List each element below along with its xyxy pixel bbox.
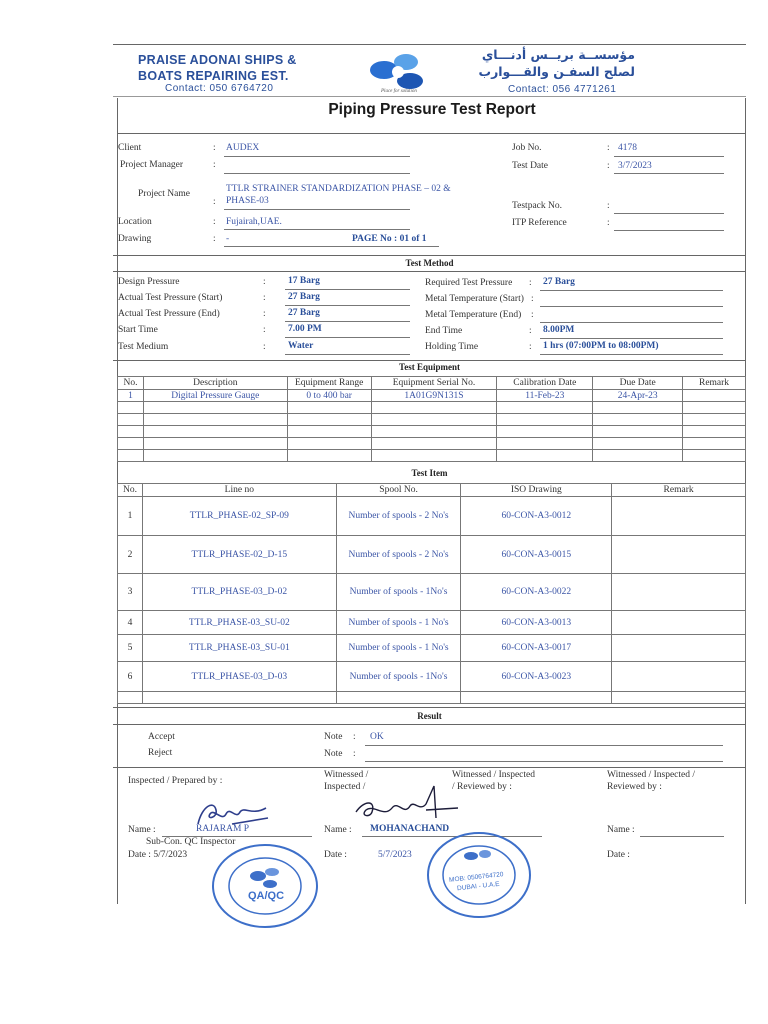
item-cell: Number of spools - 2 No's [336, 536, 461, 574]
reject-note-label: Note [324, 749, 343, 759]
item-cell: Number of spools - 2 No's [336, 497, 461, 536]
actual-start-label: Actual Test Pressure (Start) [118, 293, 223, 303]
table-row [118, 450, 746, 462]
job-no-value: 4178 [618, 143, 637, 153]
item-cell: 6 [118, 662, 143, 692]
table-row [118, 497, 746, 536]
item-cell: TTLR_PHASE-03_D-03 [142, 662, 336, 692]
equipment-cell: 0 to 400 bar [287, 390, 371, 402]
item-col-remark: Remark [612, 484, 746, 497]
table-row [118, 662, 746, 692]
actual-end-label: Actual Test Pressure (End) [118, 309, 220, 319]
test-equipment-heading: Test Equipment [399, 362, 460, 372]
location-value: Fujairah,UAE. [226, 217, 282, 227]
start-time-label: Start Time [118, 325, 158, 335]
required-pressure-label: Required Test Pressure [425, 278, 513, 288]
item-col-line: Line no [142, 484, 336, 497]
equipment-cell: 24-Apr-23 [593, 390, 683, 402]
equipment-col-description: Description [143, 377, 287, 390]
table-row [118, 402, 746, 414]
header-bottom-rule [113, 96, 746, 97]
witness-date-label: Date : [324, 850, 347, 860]
item-cell [612, 635, 746, 662]
table-row [118, 390, 746, 402]
reviewer-name-label: Name : [607, 825, 635, 835]
item-cell: 3 [118, 574, 143, 611]
test-item-table [117, 483, 746, 704]
item-cell: 4 [118, 611, 143, 635]
equipment-col-remark: Remark [683, 377, 746, 390]
reviewed-title-line2: / Reviewed by : [452, 782, 512, 792]
item-cell [612, 574, 746, 611]
item-cell: TTLR_PHASE-03_SU-01 [142, 635, 336, 662]
equipment-col-no: No. [118, 377, 144, 390]
witnessed-title-line2: Inspected / [324, 782, 366, 792]
job-no-label: Job No. [512, 143, 542, 153]
page-number: PAGE No : 01 of 1 [352, 234, 427, 244]
test-method-heading: Test Method [405, 258, 454, 268]
witness-name-value: MOHANACHAND [370, 824, 450, 834]
item-cell: 60-CON-A3-0023 [461, 662, 612, 692]
testpack-label: Testpack No. [512, 201, 562, 211]
equipment-col-range: Equipment Range [287, 377, 371, 390]
table-row [118, 414, 746, 426]
accept-note-value: OK [370, 732, 384, 742]
metal-temp-end-label: Metal Temperature (End) [425, 310, 522, 320]
propeller-logo-icon [362, 48, 434, 94]
equipment-cell: 11-Feb-23 [497, 390, 593, 402]
item-cell [612, 611, 746, 635]
inspector-role: Sub-Con. QC Inspector [146, 837, 236, 847]
table-row [118, 574, 746, 611]
witness-signature-icon [350, 782, 460, 826]
table-row [118, 692, 746, 704]
item-cell: Number of spools - 1 No's [336, 611, 461, 635]
company-name-en [138, 52, 297, 84]
design-pressure-value: 17 Barg [288, 276, 320, 286]
company-tagline: Place for solution [381, 89, 417, 94]
qaqc-stamp-text: QA/QC [248, 890, 285, 902]
item-cell: 2 [118, 536, 143, 574]
itp-label: ITP Reference [512, 218, 567, 228]
header-top-rule [113, 44, 746, 45]
client-label: Client [118, 143, 142, 153]
item-cell: 60-CON-A3-0015 [461, 536, 612, 574]
equipment-cell [683, 390, 746, 402]
inspector-date: Date : 5/7/2023 [128, 850, 188, 860]
title-rule [117, 133, 746, 134]
item-col-spool: Spool No. [336, 484, 461, 497]
company-name-ar [470, 46, 635, 80]
project-name-label: Project Name [138, 189, 190, 199]
design-pressure-label: Design Pressure [118, 277, 180, 287]
company-name-ar-line2: لصلح السفـن والقـــوارب [478, 64, 635, 79]
table-row [118, 536, 746, 574]
project-manager-label: Project Manager [120, 160, 184, 170]
reject-label: Reject [148, 748, 173, 758]
start-time-value: 7.00 PM [288, 324, 322, 334]
item-cell: TTLR_PHASE-03_SU-02 [142, 611, 336, 635]
contact-ar: Contact: 056 4771261 [508, 84, 617, 95]
item-cell: TTLR_PHASE-02_SP-09 [142, 497, 336, 536]
item-cell: 60-CON-A3-0022 [461, 574, 612, 611]
page-title: Piping Pressure Test Report [328, 101, 536, 118]
reviewed2-title-line1: Witnessed / Inspected / [607, 770, 695, 780]
client-value: AUDEX [226, 143, 260, 153]
equipment-table [117, 376, 746, 462]
project-name-line2: PHASE-03 [226, 196, 269, 206]
test-date-label: Test Date [512, 161, 549, 171]
holding-time-label: Holding Time [425, 342, 479, 352]
test-date-value: 3/7/2023 [618, 161, 652, 171]
witness-name-label: Name : [324, 825, 352, 835]
test-item-heading: Test Item [411, 468, 448, 478]
qaqc-stamp-icon [210, 842, 320, 930]
company-stamp [425, 830, 533, 920]
item-cell [612, 662, 746, 692]
end-time-value: 8.00PM [543, 325, 575, 335]
company-name-line2: BOATS REPAIRING EST. [138, 69, 289, 83]
equipment-col-due: Due Date [593, 377, 683, 390]
result-heading: Result [417, 711, 442, 721]
witnessed-title-line1: Witnessed / [324, 770, 369, 780]
item-cell: Number of spools - 1No's [336, 662, 461, 692]
item-cell: 60-CON-A3-0012 [461, 497, 612, 536]
equipment-cell: 1 [118, 390, 144, 402]
item-cell: 1 [118, 497, 143, 536]
table-row [118, 438, 746, 450]
item-cell: 60-CON-A3-0013 [461, 611, 612, 635]
inspector-name-value: RAJARAM P [196, 824, 250, 834]
item-cell: 60-CON-A3-0017 [461, 635, 612, 662]
stamp-city: DUBAI - U.A.E [456, 880, 500, 893]
actual-start-value: 27 Barg [288, 292, 320, 302]
test-medium-value: Water [288, 341, 314, 351]
holding-time-value: 1 hrs (07:00PM to 08:00PM) [543, 341, 659, 351]
item-cell: 5 [118, 635, 143, 662]
company-name-line1: PRAISE ADONAI SHIPS & [138, 53, 297, 67]
drawing-label: Drawing [118, 234, 152, 244]
item-cell: TTLR_PHASE-03_D-02 [142, 574, 336, 611]
table-row [118, 611, 746, 635]
actual-end-value: 27 Barg [288, 308, 320, 318]
item-cell: Number of spools - 1No's [336, 574, 461, 611]
table-row [118, 635, 746, 662]
item-col-no: No. [118, 484, 143, 497]
item-col-iso: ISO Drawing [461, 484, 612, 497]
equipment-col-serial: Equipment Serial No. [371, 377, 497, 390]
item-cell [612, 497, 746, 536]
reviewed-title-line1: Witnessed / Inspected [452, 770, 535, 780]
equipment-col-calibration: Calibration Date [497, 377, 593, 390]
drawing-value: - [226, 234, 230, 244]
item-cell [612, 536, 746, 574]
company-name-ar-line1: مؤسســة بريــس أدنـــاي [481, 47, 635, 62]
inspected-by-title: Inspected / Prepared by : [128, 776, 223, 786]
location-label: Location [118, 217, 152, 227]
qaqc-stamp [210, 842, 320, 930]
stamp-phone: MOB: 0506764720 [448, 871, 504, 884]
item-cell: TTLR_PHASE-02_D-15 [142, 536, 336, 574]
table-row [118, 426, 746, 438]
reviewer-date-label: Date : [607, 850, 630, 860]
reviewed2-title-line2: Reviewed by : [607, 782, 662, 792]
required-pressure-value: 27 Barg [543, 277, 575, 287]
accept-note-label: Note [324, 732, 343, 742]
item-cell: Number of spools - 1 No's [336, 635, 461, 662]
test-medium-label: Test Medium [118, 342, 169, 352]
end-time-label: End Time [425, 326, 463, 336]
project-name-line1: TTLR STRAINER STANDARDIZATION PHASE – 02 & [226, 184, 451, 194]
inspector-name-label: Name : [128, 825, 156, 835]
accept-label: Accept [148, 732, 175, 742]
metal-temp-start-label: Metal Temperature (Start) [425, 294, 524, 304]
witness-date-value: 5/7/2023 [378, 850, 412, 860]
equipment-cell: 1A01G9N131S [371, 390, 497, 402]
contact-en: Contact: 050 6764720 [165, 83, 274, 94]
company-logo [362, 48, 434, 94]
equipment-cell: Digital Pressure Gauge [143, 390, 287, 402]
